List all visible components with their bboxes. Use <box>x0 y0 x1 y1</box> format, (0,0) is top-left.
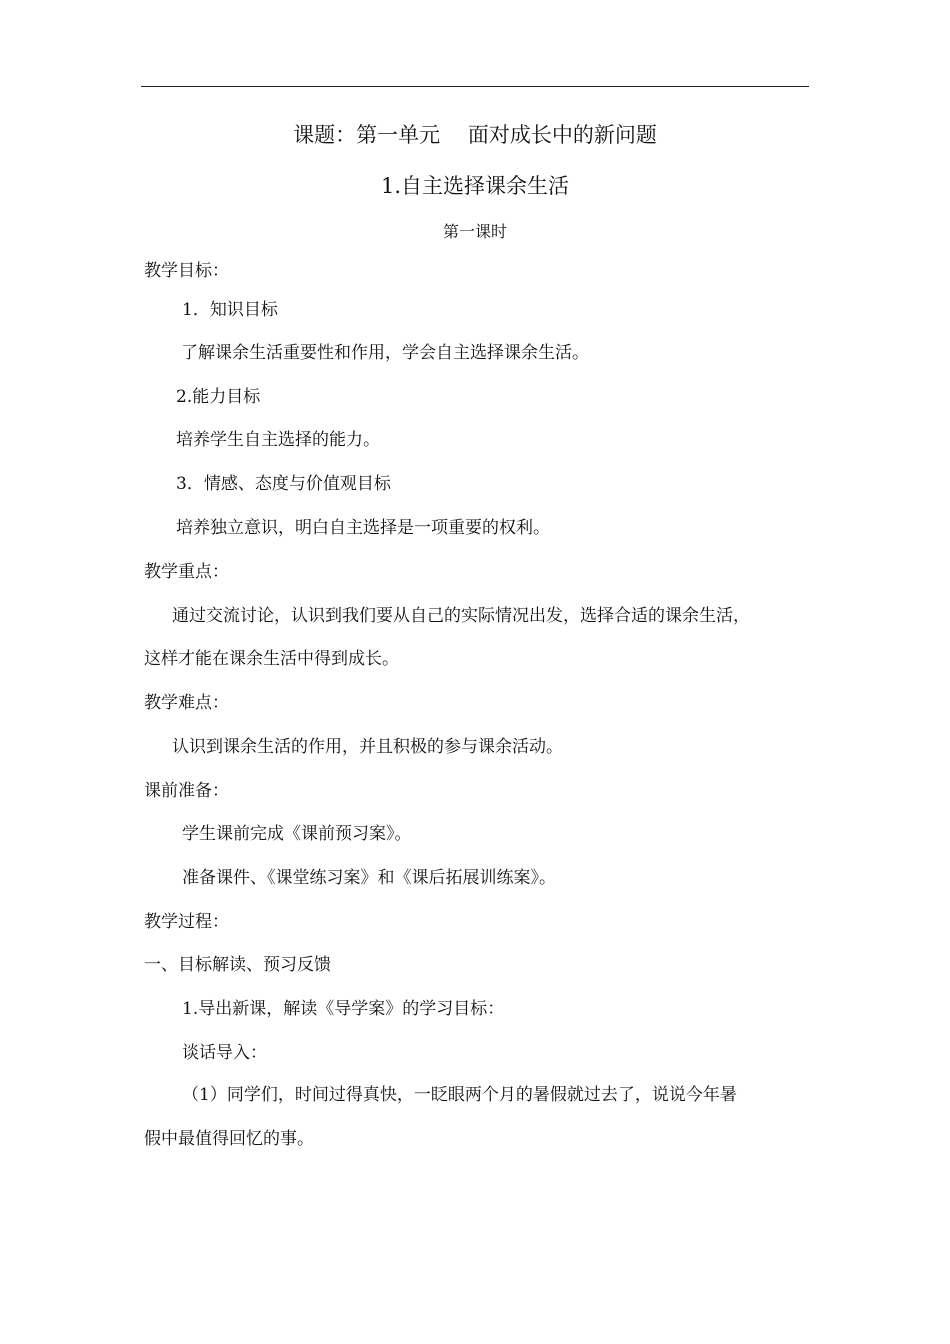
key-points-heading: 教学重点： <box>144 562 229 582</box>
preparation-heading: 课前准备： <box>144 781 229 801</box>
preparation-item-2: 准备课件、《课堂练习案》和《课后拓展训练案》。 <box>182 868 556 888</box>
difficulties-heading: 教学难点： <box>144 693 229 713</box>
knowledge-objective-label: 1．知识目标 <box>182 300 278 320</box>
lesson-period: 第一课时 <box>442 222 507 241</box>
preparation-item-1: 学生课前完成《课前预习案》。 <box>182 824 412 844</box>
emotion-objective-label: 3．情感、态度与价值观目标 <box>176 474 391 494</box>
process-question-line-2: 假中最值得回忆的事。 <box>144 1129 314 1149</box>
emotion-objective-text: 培养独立意识，明白自主选择是一项重要的权利。 <box>176 518 550 538</box>
lesson-title: 1.自主选择课余生活 <box>380 174 570 198</box>
process-step-1: 1.导出新课，解读《导学案》的学习目标： <box>182 999 505 1019</box>
document-title: 课题：第一单元 面对成长中的新问题 <box>293 123 657 147</box>
key-points-line-2: 这样才能在课余生活中得到成长。 <box>144 649 399 669</box>
difficulties-text: 认识到课余生活的作用，并且积极的参与课余活动。 <box>172 737 563 757</box>
ability-objective-text: 培养学生自主选择的能力。 <box>176 430 380 450</box>
process-intro: 谈话导入： <box>182 1043 267 1063</box>
knowledge-objective-text: 了解课余生活重要性和作用，学会自主选择课余生活。 <box>181 343 589 363</box>
process-section-1: 一、目标解读、预习反馈 <box>144 955 331 975</box>
objectives-heading: 教学目标： <box>144 261 229 281</box>
key-points-line-1: 通过交流讨论，认识到我们要从自己的实际情况出发，选择合适的课余生活， <box>172 606 750 626</box>
ability-objective-label: 2.能力目标 <box>176 387 261 407</box>
header-rule <box>141 86 809 87</box>
process-heading: 教学过程： <box>144 912 229 932</box>
process-question-line-1: （1）同学们，时间过得真快，一眨眼两个月的暑假就过去了，说说今年暑 <box>182 1085 737 1105</box>
